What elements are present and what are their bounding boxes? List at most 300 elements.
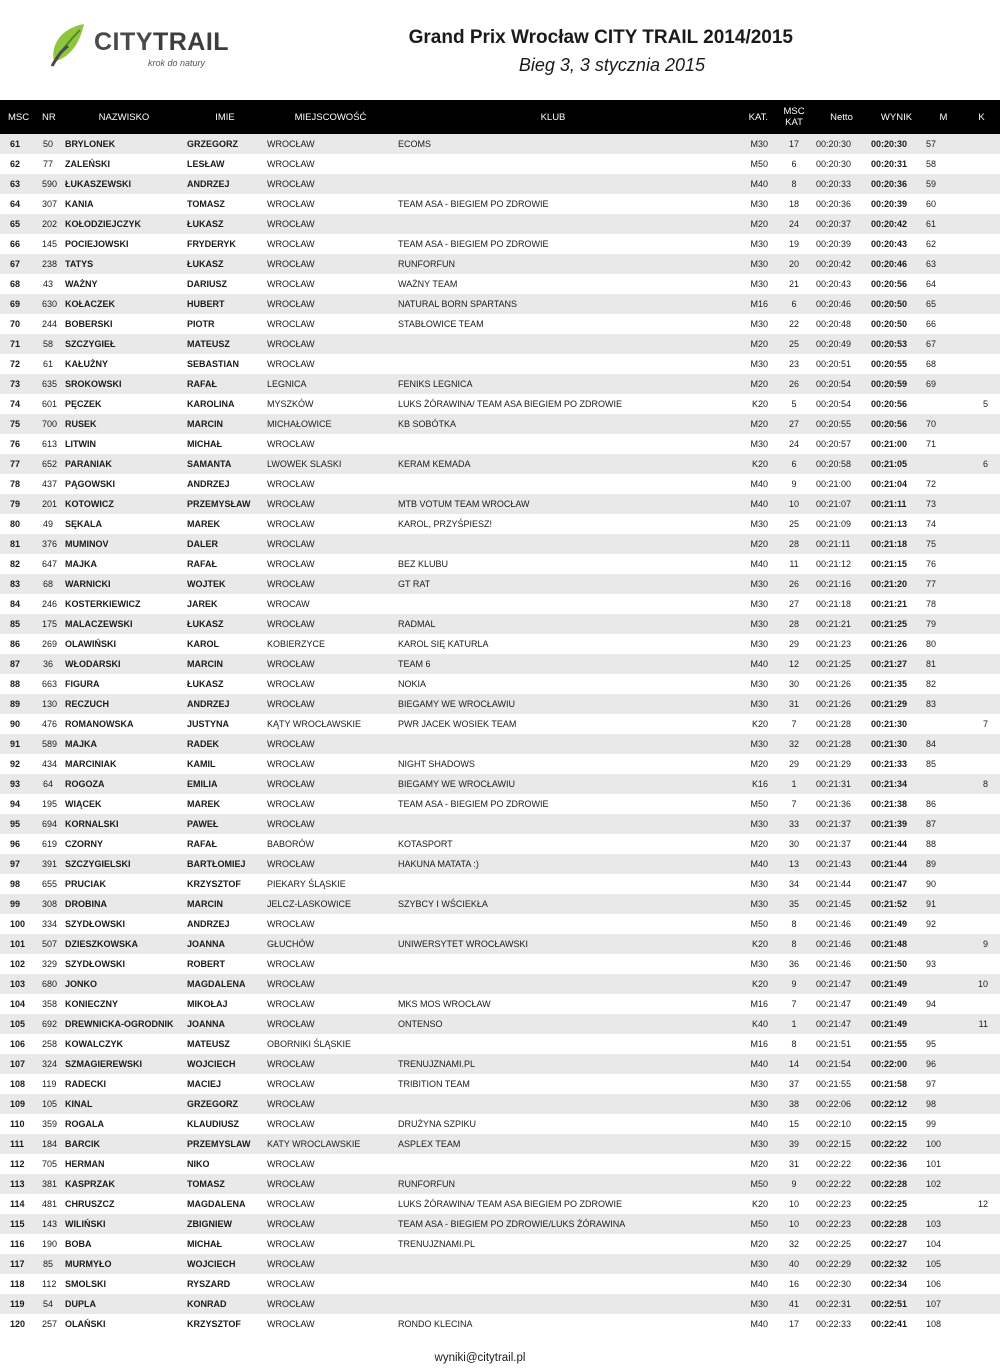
cell-kat: M40 [750, 659, 768, 669]
cell-klub: MTB VOTUM TEAM WROCŁAW [398, 499, 530, 509]
table-row [0, 574, 1000, 594]
cell-m: 74 [926, 519, 937, 529]
cell-k [963, 874, 1000, 894]
cell-wynik: 00:20:31 [871, 159, 908, 169]
cell-kat: M20 [750, 219, 768, 229]
cell-m [924, 394, 963, 414]
cell-k [963, 294, 1000, 314]
cell-k [963, 274, 1000, 294]
cell-netto: 00:21:31 [816, 779, 852, 789]
cell-netto: 00:21:12 [816, 559, 852, 569]
cell-miejscowosc: WROCŁAW [267, 1179, 315, 1189]
cell-msc-kat: 13 [788, 859, 799, 869]
cell-wynik: 00:21:11 [871, 499, 907, 509]
cell-msc-kat: 8 [791, 939, 797, 949]
cell-nr: 244 [42, 319, 58, 329]
cell-wynik: 00:21:58 [871, 1079, 908, 1089]
table-row [0, 594, 1000, 614]
cell-msc: 119 [10, 1299, 25, 1309]
cell-msc-kat: 9 [791, 1179, 797, 1189]
cell-imie: KONRAD [187, 1299, 227, 1309]
col-m[interactable]: M [939, 111, 948, 123]
table-row [0, 674, 1000, 694]
cell-miejscowosc: WROCŁAW [267, 1159, 315, 1169]
cell-klub: RUNFORFUN [398, 1179, 455, 1189]
cell-miejscowosc: WROCŁAW [267, 679, 315, 689]
table-row [0, 474, 1000, 494]
cell-klub: FENIKS LEGNICA [398, 379, 473, 389]
cell-netto: 00:21:47 [816, 1019, 852, 1029]
cell-k: 11 [978, 1019, 988, 1029]
cell-msc-kat: 20 [788, 259, 799, 269]
cell-k: 7 [982, 719, 988, 729]
cell-wynik: 00:21:05 [871, 459, 908, 469]
cell-k [963, 794, 1000, 814]
cell-msc: 85 [10, 619, 21, 629]
cell-klub [396, 1034, 710, 1054]
cell-nr: 476 [42, 719, 58, 729]
table-row [0, 254, 1000, 274]
cell-wynik: 00:21:48 [871, 939, 908, 949]
cell-m: 62 [926, 239, 937, 249]
cell-nr: 700 [42, 419, 58, 429]
cell-miejscowosc: WROCŁAW [267, 979, 315, 989]
cell-nr: 307 [42, 199, 58, 209]
cell-miejscowosc: WROCŁAW [267, 999, 315, 1009]
col-miejscowosc[interactable]: MIEJSCOWOŚĆ [294, 111, 367, 123]
cell-m: 107 [926, 1299, 942, 1309]
cell-msc-kat: 34 [788, 879, 799, 889]
cell-nazwisko: ROMANOWSKA [65, 719, 134, 729]
cell-netto: 00:20:54 [816, 399, 852, 409]
citytrail-logo [48, 20, 248, 72]
col-k[interactable]: K [978, 111, 985, 123]
cell-msc-kat: 10 [788, 1199, 799, 1209]
cell-imie: RAFAŁ [187, 379, 217, 389]
cell-nazwisko: PARANIAK [65, 459, 112, 469]
cell-m: 108 [926, 1319, 942, 1329]
table-row [0, 874, 1000, 894]
cell-msc: 63 [10, 179, 21, 189]
cell-msc-kat: 7 [791, 799, 797, 809]
cell-nr: 705 [42, 1159, 58, 1169]
cell-kat: M30 [750, 619, 768, 629]
cell-nr: 43 [42, 279, 53, 289]
cell-klub: TEAM ASA - BIEGIEM PO ZDROWIE/LUKS ŻÓRAWINA [398, 1219, 626, 1229]
cell-netto: 00:21:23 [816, 639, 852, 649]
cell-imie: SAMANTA [187, 459, 232, 469]
cell-msc: 98 [10, 879, 21, 889]
cell-wynik: 00:22:32 [871, 1259, 908, 1269]
cell-k [963, 354, 1000, 374]
cell-msc-kat: 28 [788, 619, 799, 629]
cell-m: 66 [926, 319, 937, 329]
table-row [0, 354, 1000, 374]
cell-kat: M20 [750, 1239, 768, 1249]
cell-nr: 257 [42, 1319, 58, 1329]
cell-wynik: 00:20:56 [871, 419, 908, 429]
cell-miejscowosc: WROCŁAW [267, 519, 315, 529]
cell-m: 68 [926, 359, 937, 369]
cell-wynik: 00:20:53 [871, 339, 908, 349]
cell-imie: MICHAŁ [187, 439, 222, 449]
cell-klub: LUKS ŻÓRAWINA/ TEAM ASA BIEGIEM PO ZDROWIE [398, 399, 623, 409]
cell-netto: 00:22:30 [816, 1279, 852, 1289]
cell-nr: 201 [42, 499, 58, 509]
cell-m: 85 [926, 759, 937, 769]
table-row [0, 1154, 1000, 1174]
cell-wynik: 00:21:49 [871, 1019, 908, 1029]
cell-miejscowosc: WROCŁAW [267, 1299, 315, 1309]
cell-msc: 64 [10, 199, 21, 209]
cell-netto: 00:21:18 [816, 599, 852, 609]
cell-msc: 114 [10, 1199, 25, 1209]
cell-klub: HAKUNA MATATA :) [398, 859, 479, 869]
cell-msc-kat: 12 [788, 659, 799, 669]
cell-klub [396, 1254, 710, 1274]
cell-nazwisko: DUPLA [65, 1299, 96, 1309]
cell-imie: RADEK [187, 739, 220, 749]
cell-nazwisko: BOBA [65, 1239, 92, 1249]
cell-msc: 72 [10, 359, 21, 369]
col-msc-kat[interactable]: MSC KAT [783, 106, 805, 128]
cell-nazwisko: KOŁODZIEJCZYK [65, 219, 142, 229]
cell-miejscowosc: MYSZKÓW [267, 399, 314, 409]
cell-kat: M40 [750, 1319, 768, 1329]
cell-k [963, 994, 1000, 1014]
table-row [0, 1034, 1000, 1054]
cell-imie: WOJCIECH [187, 1059, 236, 1069]
cell-netto: 00:20:42 [816, 259, 852, 269]
cell-msc: 89 [10, 699, 21, 709]
cell-nazwisko: SZYDŁOWSKI [65, 959, 125, 969]
cell-netto: 00:21:09 [816, 519, 852, 529]
cell-nr: 112 [42, 1279, 57, 1289]
cell-nr: 630 [42, 299, 58, 309]
cell-miejscowosc: WROCŁAW [267, 199, 315, 209]
cell-nazwisko: KASPRZAK [65, 1179, 116, 1189]
cell-klub [396, 334, 710, 354]
cell-k: 5 [982, 399, 988, 409]
cell-msc: 79 [10, 499, 21, 509]
cell-klub [396, 154, 710, 174]
cell-miejscowosc: WROCŁAW [267, 1219, 315, 1229]
cell-k [963, 1034, 1000, 1054]
cell-nr: 635 [42, 379, 58, 389]
cell-kat: M50 [750, 799, 768, 809]
table-row [0, 174, 1000, 194]
cell-nazwisko: RECZUCH [65, 699, 109, 709]
cell-klub: TEAM ASA - BIEGIEM PO ZDROWIE [398, 239, 549, 249]
footer-email[interactable]: wyniki@citytrail.pl [434, 1352, 526, 1364]
cell-m: 73 [926, 499, 937, 509]
cell-nazwisko: SMOLSKI [65, 1279, 107, 1289]
table-row [0, 934, 1000, 954]
cell-kat: M30 [750, 359, 768, 369]
cell-klub: TEAM ASA - BIEGIEM PO ZDROWIE [398, 799, 549, 809]
cell-kat: K20 [751, 939, 768, 949]
table-row [0, 654, 1000, 674]
cell-nr: 358 [42, 999, 58, 1009]
cell-klub: MKS MOS WROCŁAW [398, 999, 491, 1009]
cell-klub: LUKS ŻÓRAWINA/ TEAM ASA BIEGIEM PO ZDROWIE [398, 1199, 623, 1209]
cell-wynik: 00:21:29 [871, 699, 908, 709]
cell-nazwisko: KANIA [65, 199, 94, 209]
cell-netto: 00:21:37 [816, 839, 852, 849]
cell-miejscowosc: WROCŁAW [267, 179, 315, 189]
cell-imie: PIOTR [187, 319, 215, 329]
cell-m: 60 [926, 199, 937, 209]
cell-imie: ANDRZEJ [187, 919, 230, 929]
cell-msc-kat: 40 [788, 1259, 799, 1269]
col-klub[interactable]: KLUB [540, 111, 566, 123]
cell-klub: NOKIA [398, 679, 427, 689]
cell-netto: 00:21:54 [816, 1059, 852, 1069]
cell-kat: M40 [750, 179, 768, 189]
cell-msc: 97 [10, 859, 21, 869]
table-row [0, 634, 1000, 654]
cell-m: 59 [926, 179, 937, 189]
cell-imie: JOANNA [187, 1019, 226, 1029]
cell-msc: 103 [10, 979, 26, 989]
cell-netto: 00:21:11 [816, 539, 851, 549]
cell-miejscowosc: WROCŁAW [267, 1119, 315, 1129]
cell-k [963, 214, 1000, 234]
cell-m: 58 [926, 159, 937, 169]
cell-wynik: 00:22:34 [871, 1279, 908, 1289]
cell-k [963, 634, 1000, 654]
cell-kat: M30 [750, 519, 768, 529]
cell-klub: NIGHT SHADOWS [398, 759, 475, 769]
cell-miejscowosc: WROCŁAW [267, 339, 315, 349]
table-row [0, 314, 1000, 334]
cell-kat: M30 [750, 139, 768, 149]
cell-nazwisko: RUSEK [65, 419, 97, 429]
col-imie[interactable]: IMIE [215, 111, 235, 123]
cell-msc: 88 [10, 679, 21, 689]
cell-m [924, 1014, 963, 1034]
cell-klub [396, 1094, 710, 1114]
cell-netto: 00:22:23 [816, 1219, 852, 1229]
cell-nr: 376 [42, 539, 58, 549]
cell-m: 87 [926, 819, 937, 829]
cell-m: 83 [926, 699, 937, 709]
cell-msc-kat: 28 [788, 539, 799, 549]
cell-k [963, 554, 1000, 574]
cell-nazwisko: OLAŃSKI [65, 1319, 106, 1329]
cell-nr: 308 [42, 899, 58, 909]
cell-msc-kat: 6 [791, 299, 797, 309]
cell-nr: 324 [42, 1059, 58, 1069]
cell-k [963, 314, 1000, 334]
cell-imie: KAROLINA [187, 399, 235, 409]
cell-k [963, 174, 1000, 194]
cell-netto: 00:21:51 [816, 1039, 852, 1049]
cell-wynik: 00:22:22 [871, 1139, 908, 1149]
cell-netto: 00:20:55 [816, 419, 852, 429]
cell-msc: 108 [10, 1079, 26, 1089]
col-netto[interactable]: Netto [830, 111, 853, 123]
cell-klub: KB SOBÓTKA [398, 419, 457, 429]
cell-miejscowosc: WROCLAW [267, 539, 315, 549]
cell-msc: 71 [10, 339, 21, 349]
cell-netto: 00:20:54 [816, 379, 852, 389]
cell-nazwisko: ZALEŃSKI [65, 159, 110, 169]
cell-wynik: 00:21:15 [871, 559, 908, 569]
cell-klub: KOTASPORT [398, 839, 453, 849]
cell-nr: 36 [42, 659, 53, 669]
cell-k [963, 254, 1000, 274]
cell-nr: 190 [42, 1239, 58, 1249]
cell-msc: 73 [10, 379, 21, 389]
cell-k [963, 1234, 1000, 1254]
cell-nazwisko: WAŻNY [65, 279, 98, 289]
cell-klub [396, 1294, 710, 1314]
cell-m: 94 [926, 999, 937, 1009]
cell-msc: 69 [10, 299, 21, 309]
cell-wynik: 00:20:30 [871, 139, 908, 149]
cell-wynik: 00:21:13 [871, 519, 908, 529]
cell-netto: 00:22:06 [816, 1099, 852, 1109]
col-msc[interactable]: MSC [8, 111, 30, 123]
cell-nazwisko: WŁODARSKI [65, 659, 121, 669]
table-row [0, 1214, 1000, 1234]
table-row [0, 774, 1000, 794]
cell-netto: 00:21:46 [816, 919, 852, 929]
cell-wynik: 00:20:42 [871, 219, 908, 229]
cell-nr: 50 [42, 139, 53, 149]
col-kat[interactable]: KAT. [748, 111, 768, 123]
cell-nr: 238 [42, 259, 58, 269]
table-row [0, 414, 1000, 434]
cell-m: 84 [926, 739, 937, 749]
cell-msc: 111 [10, 1139, 25, 1149]
cell-wynik: 00:21:30 [871, 739, 908, 749]
cell-nazwisko: KOWALCZYK [65, 1039, 123, 1049]
cell-k [963, 1054, 1000, 1074]
cell-netto: 00:21:29 [816, 759, 852, 769]
cell-miejscowosc: WROCŁAW [267, 499, 315, 509]
cell-msc: 92 [10, 759, 21, 769]
cell-netto: 00:20:36 [816, 199, 852, 209]
cell-kat: M20 [750, 839, 768, 849]
table-row [0, 714, 1000, 734]
cell-msc: 101 [10, 939, 26, 949]
cell-imie: TOMASZ [187, 1179, 225, 1189]
cell-m: 98 [926, 1099, 937, 1109]
cell-kat: M16 [750, 299, 768, 309]
cell-k: 12 [977, 1199, 988, 1209]
cell-m: 101 [926, 1159, 942, 1169]
cell-nr: 246 [42, 599, 58, 609]
cell-nr: 68 [42, 579, 53, 589]
cell-klub [396, 174, 710, 194]
cell-netto: 00:21:45 [816, 899, 852, 909]
cell-k: 9 [982, 939, 988, 949]
cell-msc: 83 [10, 579, 21, 589]
cell-nazwisko: DROBINA [65, 899, 107, 909]
cell-netto: 00:20:48 [816, 319, 852, 329]
cell-nr: 195 [42, 799, 58, 809]
cell-netto: 00:22:15 [816, 1139, 852, 1149]
cell-imie: MARCIN [187, 899, 223, 909]
cell-nazwisko: DZIESZKOWSKA [65, 939, 138, 949]
cell-nr: 269 [42, 639, 58, 649]
table-row [0, 514, 1000, 534]
cell-msc-kat: 27 [788, 419, 799, 429]
cell-klub [396, 354, 710, 374]
cell-m: 92 [926, 919, 937, 929]
cell-msc: 68 [10, 279, 21, 289]
cell-m: 76 [926, 559, 937, 569]
cell-wynik: 00:21:26 [871, 639, 908, 649]
cell-imie: MACIEJ [187, 1079, 222, 1089]
cell-imie: RYSZARD [187, 1279, 231, 1289]
cell-imie: MARCIN [187, 659, 223, 669]
cell-wynik: 00:21:27 [871, 659, 908, 669]
cell-imie: KAMIL [187, 759, 216, 769]
cell-msc: 70 [10, 319, 21, 329]
table-row [0, 834, 1000, 854]
cell-nr: 130 [42, 699, 58, 709]
cell-wynik: 00:21:50 [871, 959, 908, 969]
cell-wynik: 00:22:28 [871, 1219, 908, 1229]
cell-imie: MICHAŁ [187, 1239, 222, 1249]
cell-m: 81 [926, 659, 937, 669]
cell-nazwisko: MARCINIAK [65, 759, 117, 769]
cell-msc: 61 [10, 139, 21, 149]
cell-msc: 91 [10, 739, 21, 749]
cell-msc-kat: 1 [791, 1019, 797, 1029]
cell-imie: ANDRZEJ [187, 479, 230, 489]
cell-netto: 00:21:25 [816, 659, 852, 669]
cell-msc: 62 [10, 159, 21, 169]
cell-k [963, 1074, 1000, 1094]
cell-kat: M20 [750, 339, 768, 349]
cell-imie: DARIUSZ [187, 279, 227, 289]
cell-msc-kat: 18 [788, 199, 799, 209]
cell-msc-kat: 24 [788, 439, 799, 449]
cell-msc-kat: 6 [791, 159, 797, 169]
cell-klub: BIEGAMY WE WROCŁAWIU [398, 699, 516, 709]
cell-msc-kat: 39 [788, 1139, 799, 1149]
cell-msc-kat: 11 [789, 559, 799, 569]
cell-kat: K16 [751, 779, 768, 789]
cell-imie: ZBIGNIEW [187, 1219, 232, 1229]
cell-kat: M20 [750, 419, 768, 429]
table-row [0, 794, 1000, 814]
cell-wynik: 00:21:55 [871, 1039, 908, 1049]
col-nr[interactable]: NR [42, 111, 56, 123]
cell-imie: MARCIN [187, 419, 223, 429]
cell-k [963, 234, 1000, 254]
col-wynik[interactable]: WYNIK [880, 111, 913, 123]
cell-wynik: 00:20:46 [871, 259, 908, 269]
cell-msc-kat: 35 [788, 899, 799, 909]
cell-msc: 94 [10, 799, 21, 809]
cell-m: 71 [926, 439, 937, 449]
cell-m: 64 [926, 279, 937, 289]
cell-netto: 00:21:21 [816, 619, 852, 629]
cell-kat: M30 [750, 819, 768, 829]
cell-k [963, 154, 1000, 174]
col-nazwisko[interactable]: NAZWISKO [98, 111, 150, 123]
cell-m: 102 [926, 1179, 942, 1189]
cell-nazwisko: KOTOWICZ [65, 499, 114, 509]
table-row [0, 854, 1000, 874]
cell-k: 8 [982, 779, 988, 789]
cell-nazwisko: PRUCIAK [65, 879, 107, 889]
